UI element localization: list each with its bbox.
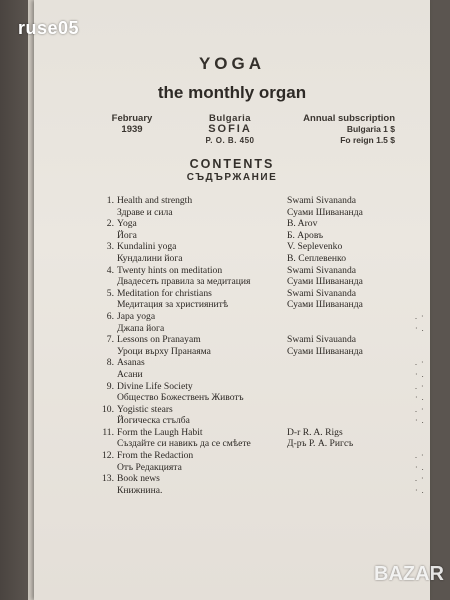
toc-number: 10. <box>102 403 114 415</box>
toc-title: Йогическа стълба <box>117 415 190 427</box>
toc-row <box>100 276 400 288</box>
subscription-block <box>270 113 395 146</box>
issue-month: February <box>111 113 153 124</box>
toc-title: Kundalini yoga <box>117 241 177 253</box>
page-title: YOGA <box>198 54 266 73</box>
toc-row <box>100 241 400 253</box>
subscription-bulgaria: Bulgaria 1 $ <box>346 124 395 134</box>
toc-row <box>100 322 425 335</box>
toc-number: 8. <box>106 357 114 369</box>
toc-row <box>100 195 400 207</box>
leader-dots: · . <box>415 462 425 472</box>
toc-title: From the Redaction <box>117 450 194 462</box>
toc-title: Книжнина. <box>117 484 163 496</box>
toc-author: Swami Sivananda <box>287 264 357 276</box>
toc-row <box>100 346 400 358</box>
toc-row <box>100 299 400 311</box>
toc-row <box>100 415 425 427</box>
issue-year: 1939 <box>121 124 143 135</box>
toc-title: Meditation for christians <box>117 287 212 299</box>
leader-dots: . · <box>415 311 425 321</box>
toc-row <box>100 207 400 219</box>
toc-row <box>100 334 400 346</box>
toc-row <box>100 310 425 323</box>
toc-title: Асани <box>117 368 143 380</box>
toc-row <box>100 380 425 393</box>
leader-dots: · . <box>415 323 425 333</box>
watermark-site: ruse05 <box>18 18 80 38</box>
toc-number: 5. <box>106 287 114 299</box>
toc-title: Japa yoga <box>117 310 156 322</box>
leader-dots: . · <box>415 381 425 391</box>
leader-dots: · . <box>415 393 425 403</box>
toc-row <box>100 484 425 497</box>
toc-number: 13. <box>102 473 114 485</box>
contents-heading-bg: СЪДЪРЖАНИЕ <box>186 172 278 183</box>
toc-number: 9. <box>106 380 114 392</box>
toc-title: Йога <box>117 229 137 241</box>
toc-author: Суами Шивананда <box>287 299 363 311</box>
leader-dots: . · <box>415 451 425 461</box>
leader-dots: . · <box>415 358 425 368</box>
toc-row <box>100 473 425 485</box>
address-block <box>200 113 260 146</box>
toc-number: 6. <box>106 310 114 322</box>
toc-row <box>100 392 425 404</box>
toc-author: Swami Sivananda <box>287 287 357 299</box>
toc-title: Създайте си навикъ да се смѣете <box>117 438 251 450</box>
toc-row <box>100 427 400 439</box>
toc-author: Swami Sivananda <box>287 195 357 206</box>
toc-row <box>100 230 400 242</box>
address-city: SOFIA <box>208 123 252 135</box>
toc-row <box>100 368 425 381</box>
toc-author: Б. Аровъ <box>287 229 324 241</box>
toc-number: 11. <box>102 426 114 438</box>
toc-row <box>100 357 425 369</box>
toc-row <box>100 461 425 474</box>
toc-author: Суами Шивананда <box>287 276 363 288</box>
leader-dots: · . <box>415 485 425 495</box>
contents-heading: CONTENTS <box>189 157 275 171</box>
toc-number: 1. <box>106 195 114 206</box>
subscription-label: Annual subscription <box>303 113 395 124</box>
leader-dots: · . <box>415 416 425 426</box>
toc-title: Form the Laugh Habit <box>117 426 203 438</box>
leader-dots: . · <box>415 474 425 484</box>
toc-title: Lessons on Pranayam <box>117 334 201 346</box>
toc-number: 4. <box>106 264 114 276</box>
address-country: Bulgaria <box>208 113 251 124</box>
toc-title: Yogistic stears <box>117 403 173 415</box>
toc-title: Уроци върху Пранаяма <box>117 345 211 357</box>
toc-author: B. Arov <box>287 218 318 230</box>
toc-title: Twenty hints on meditation <box>117 264 223 276</box>
toc-row <box>100 218 400 230</box>
toc-title: Джапа йога <box>117 322 165 334</box>
toc-title: Здраве и сила <box>117 206 173 218</box>
toc-number: 2. <box>106 218 114 230</box>
toc-row <box>100 403 425 416</box>
leader-dots: . · <box>415 404 425 414</box>
toc-author: Суами Шивананда <box>287 206 363 218</box>
toc-author: Swami Sivauanda <box>287 334 357 346</box>
toc-title: Медитация за християнитѣ <box>117 299 229 311</box>
toc-author: Суами Шивананда <box>287 345 363 357</box>
toc-number: 3. <box>106 241 114 253</box>
toc-row <box>100 450 425 462</box>
toc-row <box>100 288 400 300</box>
page-subtitle: the monthly organ <box>157 83 307 102</box>
issue-date <box>108 113 156 135</box>
toc-title: Divine Life Society <box>117 380 193 392</box>
toc-title: Yoga <box>117 218 137 230</box>
toc-title: Asanas <box>117 357 145 369</box>
subscription-foreign: Fo reign 1.5 $ <box>340 135 395 145</box>
toc-row <box>100 265 400 277</box>
toc-row <box>100 438 400 450</box>
toc-number: 7. <box>106 334 114 346</box>
toc-number: 12. <box>102 450 114 462</box>
toc-title: Отъ Редакцията <box>117 461 182 473</box>
toc-title: Общество Божественъ Животъ <box>117 392 244 404</box>
watermark-brand: BAZAR <box>374 563 444 585</box>
toc-title: Двадесеть правила за медитация <box>117 276 251 288</box>
table-of-contents <box>100 195 425 496</box>
toc-row <box>100 253 400 265</box>
toc-title: Health and strength <box>117 195 193 206</box>
toc-author: В. Сеплевенко <box>287 252 346 264</box>
leader-dots: · . <box>415 369 425 379</box>
toc-author: V. Seplevenko <box>287 241 343 253</box>
toc-title: Кундалини йога <box>117 252 183 264</box>
toc-title: Book news <box>117 473 160 485</box>
address-pob: P. O. B. 450 <box>205 136 255 145</box>
toc-author: D-r R. A. Rigs <box>287 426 343 438</box>
toc-author: Д-ръ Р. А. Ригсъ <box>287 438 354 450</box>
